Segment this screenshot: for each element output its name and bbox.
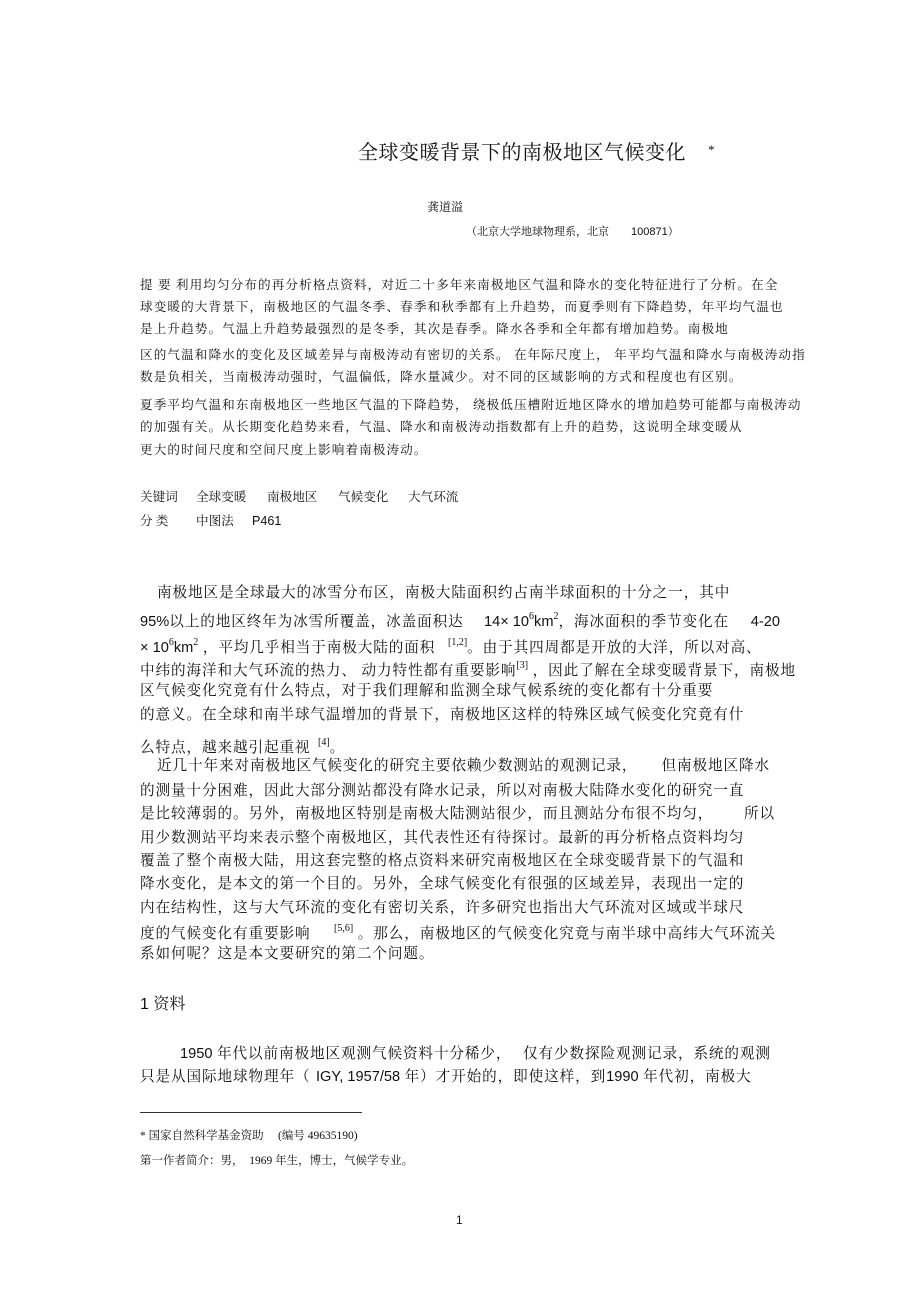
text-segment: 1990 (606, 1069, 639, 1085)
text-segment: km (534, 614, 554, 630)
superscript: 2 (553, 611, 559, 622)
text-segment: 的测量十分困难，因此大部分测站都没有降水记录，所以对南极大陆降水变化的研究一直 (140, 783, 745, 799)
classification-code: P461 (252, 514, 282, 528)
text-segment: 14× 10 (484, 614, 530, 630)
superscript: 6 (529, 611, 535, 622)
keyword: 南极地区 (267, 490, 318, 504)
citation: [3] (516, 660, 529, 671)
text-line (140, 738, 345, 756)
text-segment: 4-20 (750, 614, 780, 630)
text-segment: 以上的地区终年为冰雪所覆盖，冰盖面积达 (169, 614, 464, 630)
text-segment: 覆盖了整个南极大陆，用这套完整的格点资料来研究南极地区在全球变暖背景下的气温和 (140, 853, 745, 869)
text-segment: 但南极地区降水 (661, 758, 770, 774)
keywords-label: 关键词 (140, 490, 178, 504)
text-line (140, 924, 776, 942)
abstract-line: 夏季平均气温和东南极地区一些地区气温的下降趋势， 绕极低压槽附近地区降水的增加趋势可能都与南极涛动 (140, 398, 802, 412)
abstract-line: 球变暖的大背景下，南极地区的气温冬季、春季和秋季都有上升趋势，而夏季则有下降趋势，年平均气温也 (140, 300, 784, 314)
text-line (140, 831, 744, 846)
text-segment: 么特点，越来越引起重视 (140, 740, 311, 756)
text-line (140, 612, 780, 630)
text-segment: 降水变化，是本文的第一个目的。另外，全球气候变化有很强的区域差异，表现出一定的 (140, 876, 745, 892)
footnote-funding: * 国家自然科学基金资助 (编号 49635190) (140, 1130, 358, 1142)
text-line (140, 947, 434, 962)
text-line (157, 586, 730, 601)
text-segment: 内在结构性，这与大气环流的变化有密切关系，许多研究也指出大气环流对区域或半球尺 (140, 900, 745, 916)
text-segment: 。由于其四周都是开放的大洋，所以对高、 (467, 640, 762, 656)
text-segment: 的意义。在全球和南半球气温增加的背景下，南极地区这样的特殊区域气候变化究竟有什 (140, 707, 745, 723)
text-segment: 1950 (180, 1046, 213, 1062)
text-segment: 区气候变化究竟有什么特点，对于我们理解和监测全球气候系统的变化都有十分重要 (140, 683, 714, 699)
text-line (140, 877, 744, 892)
text-segment: 是比较薄弱的。另外，南极地区特别是南极大陆测站很少，而且测站分布很不均匀， (140, 806, 714, 822)
abstract-line: 提 要 利用均匀分布的再分析格点资料，对近二十多年来南极地区气温和降水的变化特征进行了分析。在全 (140, 278, 779, 292)
abstract-line: 更大的时间尺度和空间尺度上影响着南极涛动。 (140, 443, 428, 457)
author-name: 龚道溢 (427, 200, 464, 214)
text-line (140, 661, 796, 679)
keyword: 大气环流 (408, 490, 459, 504)
text-line (180, 1047, 771, 1062)
keyword: 气候变化 (338, 490, 389, 504)
keyword: 全球变暖 (196, 490, 247, 504)
text-segment: ，因此了解在全球变暖背景下， (528, 663, 750, 679)
text-segment: 中纬的海洋和大气环流的热力、 动力特性都有重要影响 (140, 663, 517, 679)
superscript: 6 (168, 637, 174, 648)
text-segment: 系如何呢？这是本文要研究的第二个问题。 (140, 946, 435, 962)
footnote-author-bio: 第一作者简介：男， 1969 年生，博士，气候学专业。 (140, 1155, 414, 1167)
text-segment: km (173, 640, 194, 656)
text-line (140, 807, 775, 822)
text-line (140, 901, 744, 916)
text-segment: 。那么，南极地区的气候变化究竟与南半球中高纬大气环流关 (353, 926, 777, 942)
text-segment: 南极地 (749, 663, 797, 679)
text-segment: 系统的观测 (693, 1046, 771, 1062)
title-footnote-mark: * (708, 142, 715, 157)
text-segment: 95% (140, 614, 170, 630)
text-segment: 近几十年来对南极地区气候变化的研究主要依赖少数测站的观测记录， (157, 758, 638, 774)
text-segment: ，海冰面积的季节变化在 (558, 614, 729, 630)
text-segment: 所以 (744, 806, 775, 822)
text-segment: 年代以前南极地区观测气候资料十分稀少， (212, 1046, 512, 1062)
classification-row (140, 515, 281, 528)
abstract-line: 的加强有关。从长期变化趋势来看，气温、降水和南极涛动指数都有上升的趋势，这说明全球变暖从 (140, 420, 743, 434)
title-text: 全球变暖背景下的南极地区气候变化 (358, 142, 686, 164)
text-line (140, 638, 762, 656)
author-affiliation: （北京大学地球物理系，北京 100871） (466, 226, 679, 238)
abstract-line: 数是负相关，当南极涛动强时，气温偏低，降水量减少。对不同的区域影响的方式和程度也有区别。 (140, 370, 743, 384)
citation: [4] (318, 737, 330, 748)
text-segment: 度的气候变化有重要影响 (140, 926, 311, 942)
paper-title (358, 143, 715, 163)
text-segment: 只是从国际地球物理年（ (140, 1069, 311, 1085)
page-number: 1 (456, 1213, 463, 1227)
text-segment: ，平均几乎相当于南极大陆的面积 (198, 640, 436, 656)
text-segment: × 10 (140, 640, 169, 656)
section-heading: 1 资料 (140, 996, 186, 1013)
text-line (140, 854, 744, 869)
text-line (140, 708, 744, 723)
keywords-row (140, 491, 458, 504)
text-line (140, 1070, 752, 1085)
text-segment: 南极地区是全球最大的冰雪分布区，南极大陆面积约占南半球面积的十分之一，其中 (157, 585, 731, 601)
text-line (140, 684, 713, 699)
text-segment: 用少数测站平均来表示整个南极地区，其代表性还有待探讨。最新的再分析格点资料均匀 (140, 830, 745, 846)
footnote-divider (140, 1112, 362, 1113)
text-line (157, 759, 770, 774)
abstract-line: 区的气温和降水的变化及区域差异与南极涛动有密切的关系。 在年际尺度上， 年平均气温和降水与南极涛动指 (140, 348, 806, 362)
classification-scheme: 中图法 (196, 514, 234, 528)
citation: [5,6] (334, 923, 354, 934)
text-segment: 。 (329, 740, 346, 756)
classification-label: 分 类 (140, 514, 169, 528)
text-segment: 年代初，南极大 (638, 1069, 752, 1085)
text-segment: 年）才开始的，即使这样，到 (400, 1069, 607, 1085)
abstract-line: 是上升趋势。气温上升趋势最强烈的是冬季，其次是春季。降水各季和全年都有增加趋势。南极地 (140, 322, 729, 336)
text-segment: IGY, 1957/58 (316, 1069, 401, 1085)
citation: [1,2] (448, 637, 468, 648)
text-segment: 仅有少数探险观测记录， (523, 1046, 694, 1062)
text-line (140, 784, 744, 799)
superscript: 2 (193, 637, 199, 648)
